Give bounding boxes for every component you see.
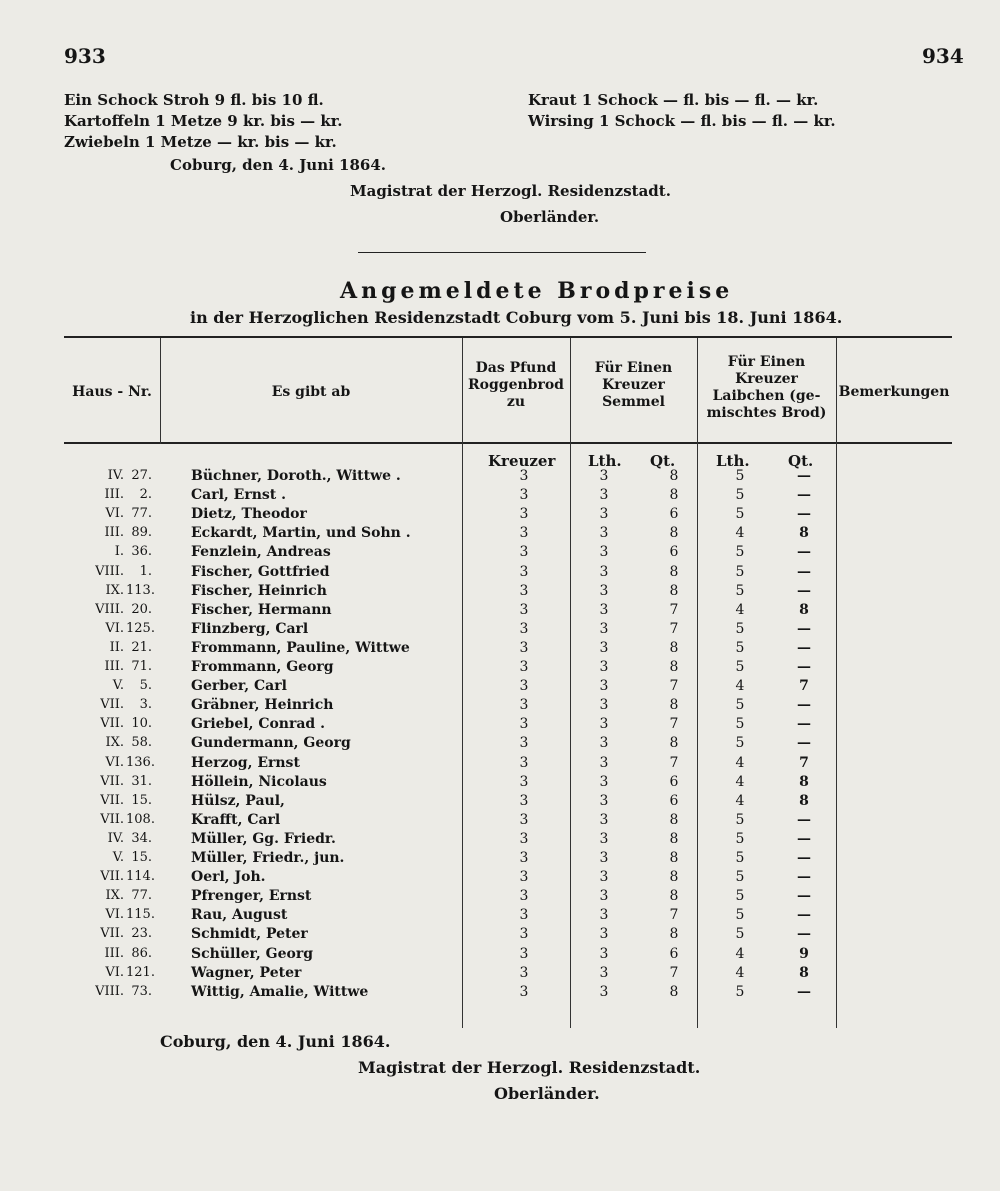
laibchen-qt: — xyxy=(797,850,811,866)
table-row xyxy=(64,755,952,775)
house-number: 36. xyxy=(131,544,152,560)
roggenbrod-price: 3 xyxy=(519,983,529,1000)
table-top-rule xyxy=(64,336,952,338)
semmel-lth: 3 xyxy=(599,888,609,905)
semmel-qt: 8 xyxy=(669,983,679,1000)
header-roggenbrod xyxy=(462,360,570,411)
top-right-prices xyxy=(528,90,836,132)
page-number-left: 933 xyxy=(64,44,106,68)
laibchen-lth: 5 xyxy=(735,487,745,504)
house-number: 27. xyxy=(131,468,152,483)
house-number: 15. xyxy=(131,850,152,865)
table-row xyxy=(64,640,952,660)
semmel-lth: 3 xyxy=(599,773,609,790)
table-row xyxy=(64,468,952,488)
header-semmel xyxy=(570,360,697,411)
laibchen-qt: — xyxy=(797,735,811,752)
semmel-lth: 3 xyxy=(599,716,609,733)
laibchen-lth: 4 xyxy=(735,964,745,981)
footer-magistrat: Magistrat der Herzogl. Residenzstadt. xyxy=(358,1058,701,1077)
baker-name: Gerber, Carl xyxy=(191,678,287,695)
page-number-right: 934 xyxy=(922,44,964,68)
semmel-qt: 8 xyxy=(669,850,679,866)
semmel-lth: 3 xyxy=(599,850,609,866)
laibchen-qt: 8 xyxy=(799,792,809,809)
house-roman: VIII. xyxy=(95,563,124,579)
laibchen-lth: 5 xyxy=(735,926,745,943)
house-roman: VII. xyxy=(100,792,124,808)
house-number: 1. xyxy=(139,563,152,579)
semmel-qt: 7 xyxy=(669,678,679,695)
semmel-lth: 3 xyxy=(599,582,609,599)
house-roman: IX. xyxy=(105,735,124,751)
header-line: Kreuzer xyxy=(602,377,665,393)
laibchen-lth: 5 xyxy=(735,659,745,675)
house-number: 108. xyxy=(126,811,155,827)
semmel-lth: 3 xyxy=(599,869,609,886)
baker-name: Fischer, Heinrich xyxy=(191,582,327,599)
table-row xyxy=(64,697,952,717)
baker-name: Wittig, Amalie, Wittwe xyxy=(191,983,369,1000)
semmel-qt: 8 xyxy=(669,525,679,542)
baker-name: Büchner, Doroth., Wittwe . xyxy=(191,468,401,484)
laibchen-qt: — xyxy=(797,907,811,924)
table-row xyxy=(64,869,952,889)
semmel-lth: 3 xyxy=(599,926,609,943)
roggenbrod-price: 3 xyxy=(519,639,529,656)
house-number: 125. xyxy=(126,620,155,636)
header-line: Für Einen xyxy=(727,354,806,370)
laibchen-qt: — xyxy=(797,869,811,886)
house-roman: VII. xyxy=(100,926,124,942)
baker-name: Wagner, Peter xyxy=(191,964,302,981)
house-number: 15. xyxy=(131,792,152,808)
house-number: 10. xyxy=(131,716,152,732)
table-row xyxy=(64,659,952,679)
laibchen-lth: 5 xyxy=(735,830,745,847)
house-number: 5. xyxy=(139,678,152,694)
house-number: 113. xyxy=(126,582,155,598)
laibchen-lth: 5 xyxy=(735,983,745,1000)
house-roman: IV. xyxy=(107,830,124,846)
semmel-lth: 3 xyxy=(599,601,609,618)
roggenbrod-price: 3 xyxy=(519,926,529,943)
semmel-qt: 8 xyxy=(669,811,679,828)
baker-name: Fischer, Hermann xyxy=(191,601,332,618)
house-number: 34. xyxy=(131,830,152,846)
unit-qt-semmel: Qt. xyxy=(650,452,676,470)
semmel-qt: 8 xyxy=(669,888,679,905)
table-row xyxy=(64,716,952,736)
house-roman: VII. xyxy=(100,773,124,789)
header-line: Für Einen xyxy=(594,360,673,376)
unit-qt-laibchen: Qt. xyxy=(788,452,814,470)
baker-name: Gundermann, Georg xyxy=(191,735,351,752)
laibchen-lth: 5 xyxy=(735,582,745,599)
roggenbrod-price: 3 xyxy=(519,563,529,580)
table-row xyxy=(64,888,952,908)
table-row xyxy=(64,487,952,507)
laibchen-qt: — xyxy=(797,888,811,905)
price-line: Zwiebeln 1 Metze — kr. bis — kr. xyxy=(64,133,337,151)
header-haus-nr: Haus - Nr. xyxy=(72,384,152,400)
semmel-qt: 8 xyxy=(669,735,679,752)
laibchen-lth: 5 xyxy=(735,869,745,886)
baker-name: Müller, Gg. Friedr. xyxy=(191,830,336,847)
header-line: Laibchen (ge- xyxy=(712,388,821,404)
baker-name: Gräbner, Heinrich xyxy=(191,697,334,714)
roggenbrod-price: 3 xyxy=(519,773,529,790)
semmel-qt: 8 xyxy=(669,869,679,886)
house-roman: II. xyxy=(109,639,124,655)
laibchen-lth: 4 xyxy=(735,525,745,542)
house-number: 77. xyxy=(131,888,152,904)
semmel-lth: 3 xyxy=(599,525,609,542)
roggenbrod-price: 3 xyxy=(519,888,529,905)
roggenbrod-price: 3 xyxy=(519,525,529,542)
baker-name: Höllein, Nicolaus xyxy=(191,773,327,790)
roggenbrod-price: 3 xyxy=(519,678,529,695)
baker-name: Herzog, Ernst xyxy=(191,754,300,771)
house-roman: IX. xyxy=(105,888,124,904)
price-line: Wirsing 1 Schock — fl. bis — fl. — kr. xyxy=(528,112,836,130)
laibchen-lth: 5 xyxy=(735,639,745,656)
table-row xyxy=(64,774,952,794)
house-roman: VI. xyxy=(105,907,124,923)
table-row xyxy=(64,583,952,603)
table-row xyxy=(64,621,952,641)
baker-name: Fenzlein, Andreas xyxy=(191,544,331,561)
header-line: mischtes Brod) xyxy=(706,405,827,421)
baker-name: Flinzberg, Carl xyxy=(191,620,309,637)
roggenbrod-price: 3 xyxy=(519,582,529,599)
baker-name: Frommann, Georg xyxy=(191,659,334,675)
semmel-qt: 6 xyxy=(669,792,679,809)
semmel-qt: 6 xyxy=(669,945,679,962)
laibchen-qt: — xyxy=(797,983,811,1000)
footer-signer: Oberländer. xyxy=(494,1084,600,1103)
price-line: Kartoffeln 1 Metze 9 kr. bis — kr. xyxy=(64,112,343,130)
semmel-qt: 8 xyxy=(669,830,679,847)
header-line: Semmel xyxy=(602,394,665,410)
semmel-qt: 6 xyxy=(669,773,679,790)
house-roman: I. xyxy=(114,544,124,560)
semmel-lth: 3 xyxy=(599,792,609,809)
house-roman: III. xyxy=(104,659,124,674)
laibchen-lth: 4 xyxy=(735,678,745,695)
baker-name: Rau, August xyxy=(191,907,288,924)
house-roman: VI. xyxy=(105,964,124,980)
semmel-lth: 3 xyxy=(599,544,609,561)
roggenbrod-price: 3 xyxy=(519,506,529,523)
roggenbrod-price: 3 xyxy=(519,945,529,962)
semmel-lth: 3 xyxy=(599,945,609,962)
baker-name: Müller, Friedr., jun. xyxy=(191,850,345,866)
house-number: 20. xyxy=(131,601,152,617)
house-number: 23. xyxy=(131,926,152,942)
house-roman: VI. xyxy=(105,506,124,522)
header-laibchen xyxy=(697,354,836,422)
table-row xyxy=(64,812,952,832)
house-roman: IX. xyxy=(105,582,124,598)
unit-lth-semmel: Lth. xyxy=(588,452,622,470)
roggenbrod-price: 3 xyxy=(519,620,529,637)
laibchen-qt: — xyxy=(797,620,811,637)
laibchen-qt: — xyxy=(797,830,811,847)
top-magistrat: Magistrat der Herzogl. Residenzstadt. xyxy=(350,182,671,200)
house-number: 89. xyxy=(131,525,152,541)
semmel-lth: 3 xyxy=(599,563,609,580)
header-line: Roggenbrod xyxy=(468,377,564,393)
roggenbrod-price: 3 xyxy=(519,468,529,484)
semmel-lth: 3 xyxy=(599,506,609,523)
semmel-lth: 3 xyxy=(599,678,609,695)
roggenbrod-price: 3 xyxy=(519,487,529,504)
table-row xyxy=(64,564,952,584)
semmel-qt: 6 xyxy=(669,506,679,523)
unit-kreuzer: Kreuzer xyxy=(488,452,556,470)
semmel-qt: 7 xyxy=(669,716,679,733)
house-roman: VIII. xyxy=(95,983,124,999)
semmel-lth: 3 xyxy=(599,811,609,828)
baker-name: Schüller, Georg xyxy=(191,945,314,962)
roggenbrod-price: 3 xyxy=(519,735,529,752)
house-roman: VI. xyxy=(105,754,124,770)
baker-name: Fischer, Gottfried xyxy=(191,563,330,580)
semmel-lth: 3 xyxy=(599,754,609,771)
baker-name: Griebel, Conrad . xyxy=(191,716,325,733)
laibchen-qt: — xyxy=(797,926,811,943)
baker-name: Schmidt, Peter xyxy=(191,926,308,943)
laibchen-lth: 5 xyxy=(735,620,745,637)
semmel-lth: 3 xyxy=(599,735,609,752)
laibchen-lth: 5 xyxy=(735,468,745,484)
laibchen-qt: 7 xyxy=(799,754,809,771)
laibchen-lth: 5 xyxy=(735,811,745,828)
roggenbrod-price: 3 xyxy=(519,544,529,561)
house-roman: V. xyxy=(112,850,124,865)
house-roman: VII. xyxy=(100,811,124,827)
footer-date: Coburg, den 4. Juni 1864. xyxy=(160,1032,391,1051)
header-line: Das Pfund xyxy=(475,360,557,376)
roggenbrod-price: 3 xyxy=(519,869,529,886)
table-row xyxy=(64,926,952,946)
semmel-qt: 7 xyxy=(669,620,679,637)
baker-name: Pfrenger, Ernst xyxy=(191,888,312,905)
top-signer: Oberländer. xyxy=(500,208,600,226)
house-number: 115. xyxy=(126,907,155,923)
semmel-qt: 8 xyxy=(669,659,679,675)
unit-lth-laibchen: Lth. xyxy=(716,452,750,470)
notice-subtitle: in der Herzoglichen Residenzstadt Coburg vom 5. Juni bis 18. Juni 1864. xyxy=(190,308,843,327)
semmel-lth: 3 xyxy=(599,697,609,714)
header-line: Kreuzer xyxy=(735,371,798,387)
house-roman: VII. xyxy=(100,869,124,885)
notice-title: Angemeldete Brodpreise xyxy=(340,278,734,304)
table-row xyxy=(64,602,952,622)
semmel-lth: 3 xyxy=(599,620,609,637)
house-number: 77. xyxy=(131,506,152,522)
roggenbrod-price: 3 xyxy=(519,754,529,771)
laibchen-lth: 4 xyxy=(735,773,745,790)
house-number: 58. xyxy=(131,735,152,751)
roggenbrod-price: 3 xyxy=(519,659,529,675)
table-row xyxy=(64,965,952,985)
roggenbrod-price: 3 xyxy=(519,964,529,981)
laibchen-qt: — xyxy=(797,506,811,523)
semmel-lth: 3 xyxy=(599,487,609,504)
laibchen-lth: 4 xyxy=(735,792,745,809)
house-roman: VII. xyxy=(100,716,124,732)
header-line: zu xyxy=(506,394,526,410)
table-row xyxy=(64,907,952,927)
baker-name: Frommann, Pauline, Wittwe xyxy=(191,639,410,656)
laibchen-qt: — xyxy=(797,544,811,561)
roggenbrod-price: 3 xyxy=(519,830,529,847)
semmel-qt: 7 xyxy=(669,754,679,771)
semmel-lth: 3 xyxy=(599,907,609,924)
price-line: Ein Schock Stroh 9 fl. bis 10 fl. xyxy=(64,91,324,109)
semmel-qt: 8 xyxy=(669,582,679,599)
table-row xyxy=(64,984,952,1004)
house-roman: III. xyxy=(104,525,124,541)
table-row xyxy=(64,793,952,813)
semmel-qt: 8 xyxy=(669,926,679,943)
house-number: 21. xyxy=(131,639,152,655)
baker-name: Dietz, Theodor xyxy=(191,506,307,523)
table-row xyxy=(64,946,952,966)
table-header-rule xyxy=(64,442,952,444)
top-left-prices xyxy=(64,90,343,153)
semmel-qt: 7 xyxy=(669,964,679,981)
semmel-lth: 3 xyxy=(599,639,609,656)
laibchen-qt: — xyxy=(797,811,811,828)
house-roman: VIII. xyxy=(95,601,124,617)
semmel-lth: 3 xyxy=(599,830,609,847)
header-es-gibt-ab: Es gibt ab xyxy=(271,384,351,400)
laibchen-qt: 8 xyxy=(799,601,809,618)
laibchen-qt: — xyxy=(797,716,811,733)
semmel-qt: 7 xyxy=(669,601,679,618)
house-roman: III. xyxy=(104,945,124,961)
table-row xyxy=(64,525,952,545)
house-roman: V. xyxy=(112,678,124,694)
laibchen-qt: — xyxy=(797,582,811,599)
laibchen-lth: 5 xyxy=(735,888,745,905)
house-roman: IV. xyxy=(107,468,124,483)
semmel-qt: 8 xyxy=(669,563,679,580)
laibchen-qt: 8 xyxy=(799,525,809,542)
laibchen-qt: 9 xyxy=(799,945,809,962)
laibchen-qt: — xyxy=(797,639,811,656)
table-row xyxy=(64,544,952,564)
laibchen-lth: 4 xyxy=(735,754,745,771)
laibchen-qt: 8 xyxy=(799,964,809,981)
laibchen-qt: 7 xyxy=(799,678,809,695)
house-number: 114. xyxy=(126,869,155,885)
house-number: 31. xyxy=(131,773,152,789)
roggenbrod-price: 3 xyxy=(519,850,529,866)
house-number: 86. xyxy=(131,945,152,961)
laibchen-lth: 4 xyxy=(735,601,745,618)
house-number: 2. xyxy=(139,487,152,503)
table-row xyxy=(64,678,952,698)
laibchen-qt: — xyxy=(797,659,811,675)
semmel-lth: 3 xyxy=(599,468,609,484)
section-divider xyxy=(358,252,646,253)
roggenbrod-price: 3 xyxy=(519,601,529,618)
table-row xyxy=(64,850,952,870)
laibchen-lth: 5 xyxy=(735,907,745,924)
roggenbrod-price: 3 xyxy=(519,716,529,733)
laibchen-qt: — xyxy=(797,487,811,504)
semmel-lth: 3 xyxy=(599,659,609,675)
semmel-qt: 6 xyxy=(669,544,679,561)
table-row xyxy=(64,735,952,755)
table-row xyxy=(64,506,952,526)
table-row xyxy=(64,831,952,851)
baker-name: Carl, Ernst . xyxy=(191,487,286,504)
laibchen-qt: — xyxy=(797,697,811,714)
house-roman: VI. xyxy=(105,620,124,636)
semmel-qt: 7 xyxy=(669,907,679,924)
price-line: Kraut 1 Schock — fl. bis — fl. — kr. xyxy=(528,91,819,109)
house-number: 121. xyxy=(126,964,155,980)
semmel-qt: 8 xyxy=(669,697,679,714)
semmel-qt: 8 xyxy=(669,468,679,484)
roggenbrod-price: 3 xyxy=(519,811,529,828)
baker-name: Eckardt, Martin, und Sohn . xyxy=(191,525,411,542)
house-number: 136. xyxy=(126,754,155,770)
semmel-lth: 3 xyxy=(599,983,609,1000)
semmel-qt: 8 xyxy=(669,639,679,656)
laibchen-lth: 5 xyxy=(735,850,745,866)
laibchen-lth: 4 xyxy=(735,945,745,962)
roggenbrod-price: 3 xyxy=(519,792,529,809)
house-roman: III. xyxy=(104,487,124,503)
semmel-lth: 3 xyxy=(599,964,609,981)
house-number: 3. xyxy=(139,697,152,713)
laibchen-lth: 5 xyxy=(735,716,745,733)
laibchen-lth: 5 xyxy=(735,735,745,752)
baker-name: Oerl, Joh. xyxy=(191,869,266,886)
laibchen-qt: — xyxy=(797,468,811,484)
top-date: Coburg, den 4. Juni 1864. xyxy=(170,156,387,174)
baker-name: Hülsz, Paul, xyxy=(191,792,285,809)
laibchen-qt: 8 xyxy=(799,773,809,790)
laibchen-lth: 5 xyxy=(735,544,745,561)
header-bemerkungen: Bemerkungen xyxy=(838,384,950,400)
laibchen-lth: 5 xyxy=(735,563,745,580)
house-number: 71. xyxy=(131,659,152,674)
roggenbrod-price: 3 xyxy=(519,907,529,924)
semmel-qt: 8 xyxy=(669,487,679,504)
laibchen-qt: — xyxy=(797,563,811,580)
roggenbrod-price: 3 xyxy=(519,697,529,714)
baker-name: Krafft, Carl xyxy=(191,811,281,828)
house-number: 73. xyxy=(131,983,152,999)
laibchen-lth: 5 xyxy=(735,697,745,714)
laibchen-lth: 5 xyxy=(735,506,745,523)
house-roman: VII. xyxy=(100,697,124,713)
